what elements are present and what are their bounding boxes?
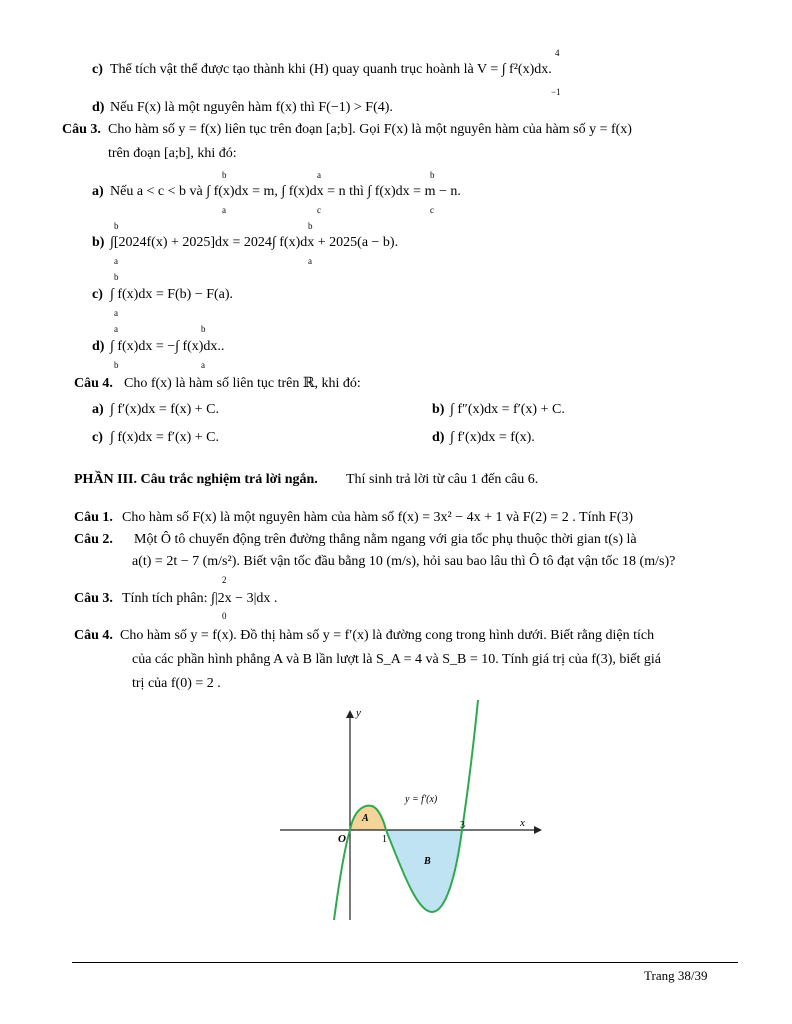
q3-a-limit-upper1: b [222, 170, 227, 180]
q3-b-limit-lower2: a [308, 256, 312, 266]
prev-c-text: Thể tích vật thể được tạo thành khi (H) quay quanh trục hoành là V = ∫ f²(x)dx. [110, 62, 552, 77]
q4-a-text: ∫ f′(x)dx = f(x) + C. [110, 402, 219, 417]
q3-b-limit-upper2: b [308, 221, 313, 231]
q4-label: Câu 4. [74, 376, 113, 391]
q4-a-label: a) [92, 402, 104, 417]
q4-d-text: ∫ f′(x)dx = f(x). [450, 430, 535, 445]
p1-label: Câu 1. [74, 510, 113, 525]
p3-lower-limit: 0 [222, 611, 227, 621]
q3-a-text: Nếu a < c < b và ∫ f(x)dx = m, ∫ f(x)dx = n thì ∫ f(x)dx = m − n. [110, 184, 461, 199]
x-axis-label: x [520, 817, 525, 829]
q3-d-limit-upper1: a [114, 324, 118, 334]
curve-label: y = f′(x) [405, 794, 438, 805]
q4-d-label: d) [432, 430, 445, 445]
footer-rule [72, 962, 738, 963]
q3-d-text: ∫ f(x)dx = −∫ f(x)dx.. [110, 339, 225, 354]
tick-label-1: 1 [382, 834, 387, 845]
q3-d-limit-lower2: a [201, 360, 205, 370]
q3-d-label: d) [92, 339, 105, 354]
q3-stem-line1: Cho hàm số y = f(x) liên tục trên đoạn [a;b]. Gọi F(x) là một nguyên hàm của hàm số y = f(x) [108, 122, 632, 137]
p2-label: Câu 2. [74, 532, 113, 547]
q3-b-label: b) [92, 235, 105, 250]
q3-a-limit-lower2: c [317, 205, 321, 215]
region-b-label: B [424, 856, 431, 867]
q4-c-text: ∫ f(x)dx = f′(x) + C. [110, 430, 219, 445]
q4-c-label: c) [92, 430, 103, 445]
prev-c-lower-limit: −1 [551, 87, 561, 97]
q3-b-limit-upper1: b [114, 221, 119, 231]
q3-c-text: ∫ f(x)dx = F(b) − F(a). [110, 287, 234, 302]
q3-d-limit-upper2: b [201, 324, 206, 334]
page-number: Trang 38/39 [644, 968, 708, 983]
prev-c-upper-limit: 4 [555, 48, 560, 58]
y-axis-label: y [356, 707, 361, 719]
q3-label: Câu 3. [62, 122, 101, 137]
prev-d-text: Nếu F(x) là một nguyên hàm f(x) thì F(−1) > F(4). [110, 100, 393, 115]
q4-b-text: ∫ f″(x)dx = f′(x) + C. [450, 402, 565, 417]
derivative-curve [334, 700, 478, 920]
q3-b-limit-lower1: a [114, 256, 118, 266]
p4-text-line3: trị của f(0) = 2 . [132, 676, 221, 691]
p2-text-line1: Một Ô tô chuyển động trên đường thẳng nằm ngang với gia tốc phụ thuộc thời gian t(s) là [134, 532, 637, 547]
p4-text-line1: Cho hàm số y = f(x). Đồ thị hàm số y = f′(x) là đường cong trong hình dưới. Biết rằng diện tích [120, 628, 655, 643]
p1-text: Cho hàm số F(x) là một nguyên hàm của hàm số f(x) = 3x² − 4x + 1 và F(2) = 2 . Tính F(3) [122, 510, 634, 525]
p3-label: Câu 3. [74, 591, 113, 606]
q4-stem: Cho f(x) là hàm số liên tục trên ℝ, khi đó: [124, 376, 361, 391]
q3-a-limit-lower1: a [222, 205, 226, 215]
region-a-label: A [362, 813, 369, 824]
q3-a-label: a) [92, 184, 104, 199]
x-axis-arrow [534, 826, 542, 834]
q3-a-limit-upper2: a [317, 170, 321, 180]
q3-c-label: c) [92, 287, 103, 302]
p4-label: Câu 4. [74, 628, 113, 643]
p2-text-line2: a(t) = 2t − 7 (m/s²). Biết vận tốc đầu bằng 10 (m/s), hỏi sau bao lâu thì Ô tô đạt vận tốc 18 (m/s)? [132, 554, 676, 569]
p3-upper-limit: 2 [222, 575, 227, 585]
tick-label-3: 3 [460, 820, 465, 831]
q4-b-label: b) [432, 402, 445, 417]
part3-title: PHẦN III. Câu trắc nghiệm trả lời ngắn. [74, 472, 318, 487]
y-axis-arrow [346, 710, 354, 718]
q3-b-text: ∫[2024f(x) + 2025]dx = 2024∫ f(x)dx + 2025(a − b). [110, 235, 399, 250]
q3-a-limit-upper3: b [430, 170, 435, 180]
region-b-fill [386, 830, 462, 912]
p3-text: Tính tích phân: ∫|2x − 3|dx . [122, 591, 278, 606]
part3-note: Thí sinh trả lời từ câu 1 đến câu 6. [346, 472, 539, 487]
q3-c-limit-upper: b [114, 272, 119, 282]
q3-a-limit-lower3: c [430, 205, 434, 215]
prev-d-label: d) [92, 100, 105, 115]
q3-stem-line2: trên đoạn [a;b], khi đó: [108, 146, 237, 161]
prev-c-label: c) [92, 62, 103, 77]
origin-label: O [338, 833, 346, 845]
q3-d-limit-lower1: b [114, 360, 119, 370]
q3-c-limit-lower: a [114, 308, 118, 318]
p4-text-line2: của các phần hình phẳng A và B lần lượt là S_A = 4 và S_B = 10. Tính giá trị của f(3), biết giá [132, 652, 661, 667]
derivative-graph-figure [272, 700, 552, 928]
